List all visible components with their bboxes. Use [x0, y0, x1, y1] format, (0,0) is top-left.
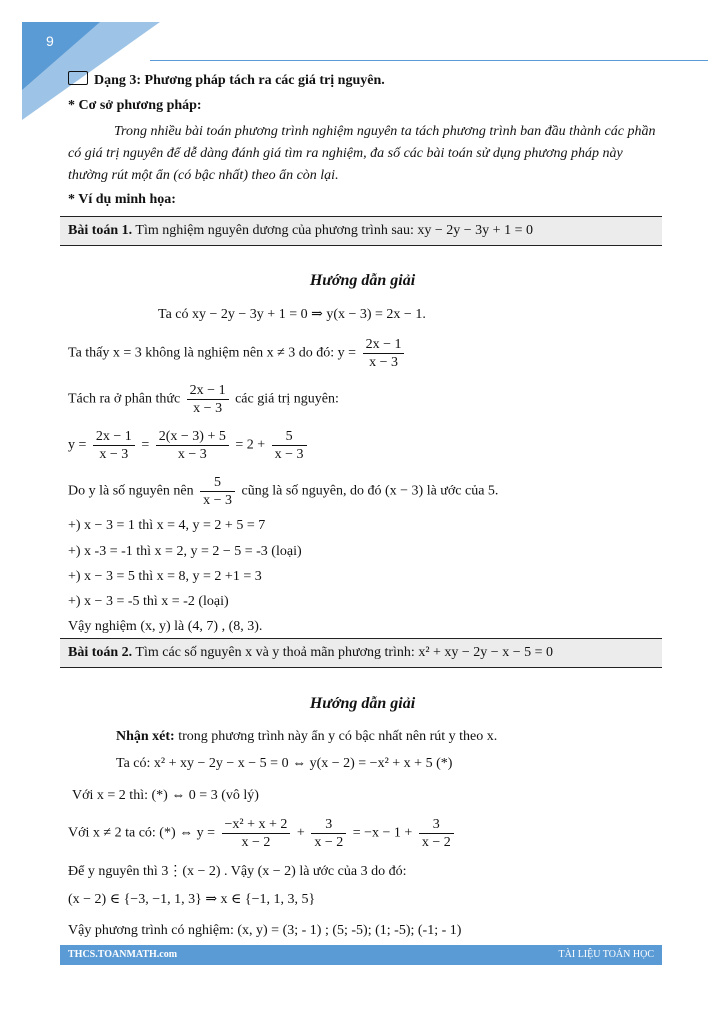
fraction: $\frac{5}{x - 3}$ [272, 428, 307, 463]
fraction: $\frac{2(x - 3) + 5}{x - 3}$ [156, 428, 229, 463]
s2-line-4: Để y nguyên thì 3⋮(x − 2) . Vậy (x − 2) là ước của 3 do đó: [68, 864, 407, 879]
footer-bar [60, 945, 662, 965]
fraction: $\frac{5}{x - 3}$ [200, 474, 235, 509]
s2-conclusion: Vậy phương trình có nghiệm: (x, y) = (3; - 1) ; (5; -5); (1; -5); (-1; - 1) [68, 923, 462, 938]
s2-line-1: Ta có: x² + xy − 2y − x − 5 = 0 ⇔ y(x − 2) = −x² + x + 5 (*) [116, 756, 453, 771]
problem-2-text: Tìm các số nguyên x và y thoả mãn phương trình: x² + xy − 2y − x − 5 = 0 [132, 645, 553, 660]
basis-label: * Cơ sở phương pháp: [68, 98, 202, 113]
s1-line-2: Ta thấy x = 3 không là nghiệm nên x ≠ 3 do đó: y = $\frac{2x - 1}{x - 3}$ [68, 336, 407, 371]
s1-line-1: Ta có xy − 2y − 3y + 1 = 0 ⇒ y(x − 3) = 2x − 1. [158, 307, 426, 322]
s2-line-2: Với x = 2 thì: (*) ⇔ 0 = 3 (vô lý) [72, 788, 259, 803]
problem-2-label: Bài toán 2. [68, 645, 133, 660]
s1-line-3: Tách ra ở phân thức $\frac{2x - 1}{x - 3}$ các giá trị nguyên: [68, 383, 339, 416]
fraction: $\frac{2x - 1}{x - 3}$ [187, 382, 229, 417]
example-label: * Ví dụ minh họa: [68, 192, 176, 207]
problem-2-box [60, 638, 662, 668]
fraction: $\frac{3}{x - 2}$ [311, 816, 346, 851]
guide-2-heading: Hướng dẫn giải [309, 695, 416, 712]
footer-site-link[interactable]: THCS.TOANMATH.com [68, 949, 178, 960]
footer-label: TÀI LIỆU TOÁN HỌC [558, 949, 654, 960]
problem-1-label: Bài toán 1. [68, 223, 133, 238]
guide-1-heading: Hướng dẫn giải [309, 272, 416, 289]
s1-case-1: +) x − 3 = 1 thì x = 4, y = 2 + 5 = 7 [68, 518, 266, 533]
s1-line-5: Do y là số nguyên nên $\frac{5}{x - 3}$ cũng là số nguyên, do đó (x − 3) là ước của 5. [68, 475, 499, 508]
problem-1-text: Tìm nghiệm nguyên dương của phương trình sau: xy − 2y − 3y + 1 = 0 [132, 223, 533, 238]
fraction: $\frac{2x - 1}{x - 3}$ [363, 336, 405, 371]
header-rule [150, 60, 708, 61]
s2-line-5: (x − 2) ∈ {−3, −1, 1, 3} ⇒ x ∈ {−1, 1, 3, 5} [68, 892, 316, 907]
s1-line-4: y = $\frac{2x - 1}{x - 3}$ = $\frac{2(x - 3) + 5}{x - 3}$ = 2 + $\frac{5}{x - 3}$ [68, 428, 310, 463]
s2-remark: Nhận xét: trong phương trình này ẩn y có bậc nhất nên rút y theo x. [116, 729, 498, 744]
fraction: $\frac{\text{−x² + x + 2}}{x - 2}$ [222, 816, 291, 851]
s1-case-2: +) x -3 = -1 thì x = 2, y = 2 − 5 = -3 (loại) [68, 544, 302, 559]
s1-case-3: +) x − 3 = 5 thì x = 8, y = 2 +1 = 3 [68, 569, 262, 584]
problem-1-box [60, 216, 662, 246]
fraction: $\frac{3}{x - 2}$ [419, 816, 454, 851]
page-number: 9 [46, 33, 54, 49]
folder-icon [68, 71, 88, 85]
basis-text: Trong nhiều bài toán phương trình nghiệm nguyên ta tách phương trình ban đầu thành các phần có giá trị nguyên để dễ dàng đánh giá tìm ra nghiệm, đa số các bài toán sử dụng phương pháp này thường rút một ẩn (có bậc nhất) theo ẩn còn lại. [68, 124, 656, 183]
section-heading: Dạng 3: Phương pháp tách ra các giá trị nguyên. [68, 71, 385, 90]
s1-case-4: +) x − 3 = -5 thì x = -2 (loại) [68, 594, 229, 609]
s2-line-3: Với x ≠ 2 ta có: (*) ⇔ y = $\frac{\text{−x² + x + 2}}{x - 2}$ + $\frac{3}{x - 2}$ = −x − 1 + $\frac{3}{x - 2}$ [68, 816, 457, 851]
s1-conclusion: Vậy nghiệm (x, y) là (4, 7) , (8, 3). [68, 619, 263, 634]
fraction: $\frac{2x - 1}{x - 3}$ [93, 428, 135, 463]
